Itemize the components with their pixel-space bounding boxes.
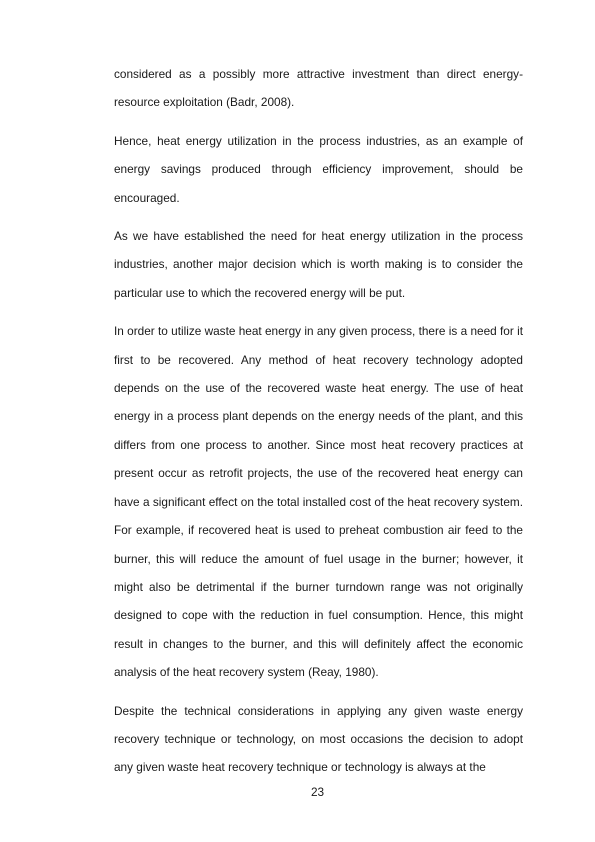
paragraph-5: Despite the technical considerations in applying any given waste energy recovery technique or technology, on most occasions the decision to adopt any given waste heat recovery technique or technology is always at the (114, 703, 523, 775)
page-number: 23 (310, 785, 325, 799)
paragraph-2: Hence, heat energy utilization in the process industries, as an example of energy savings produced through efficiency improvement, should be encouraged. (114, 133, 523, 205)
paragraph-4: In order to utilize waste heat energy in any given process, there is a need for it first to be recovered. Any method of heat recovery technology adopted depends on the use of the recovered waste heat energy. The use of heat energy in a process plant depends on the energy needs of the plant, and this differs from one process to another. Since most heat recovery practices at present occur as retrofit projects, the use of the recovered heat energy can have a significant effect on the total installed cost of the heat recovery system. For example, if recovered heat is used to preheat combustion air feed to the burner, this will reduce the amount of fuel usage in the burner; however, it might also be detrimental if the burner turndown range was not originally designed to cope with the reduction in fuel consumption. Hence, this might result in changes to the burner, and this will definitely affect the economic analysis of the heat recovery system (Reay, 1980). (114, 324, 523, 680)
document-body (114, 60, 523, 792)
paragraph-1: considered as a possibly more attractive investment than direct energy-resource exploitation (Badr, 2008). (114, 67, 523, 110)
paragraph-3: As we have established the need for heat energy utilization in the process industries, another major decision which is worth making is to consider the particular use to which the recovered energy will be put. (114, 229, 523, 300)
